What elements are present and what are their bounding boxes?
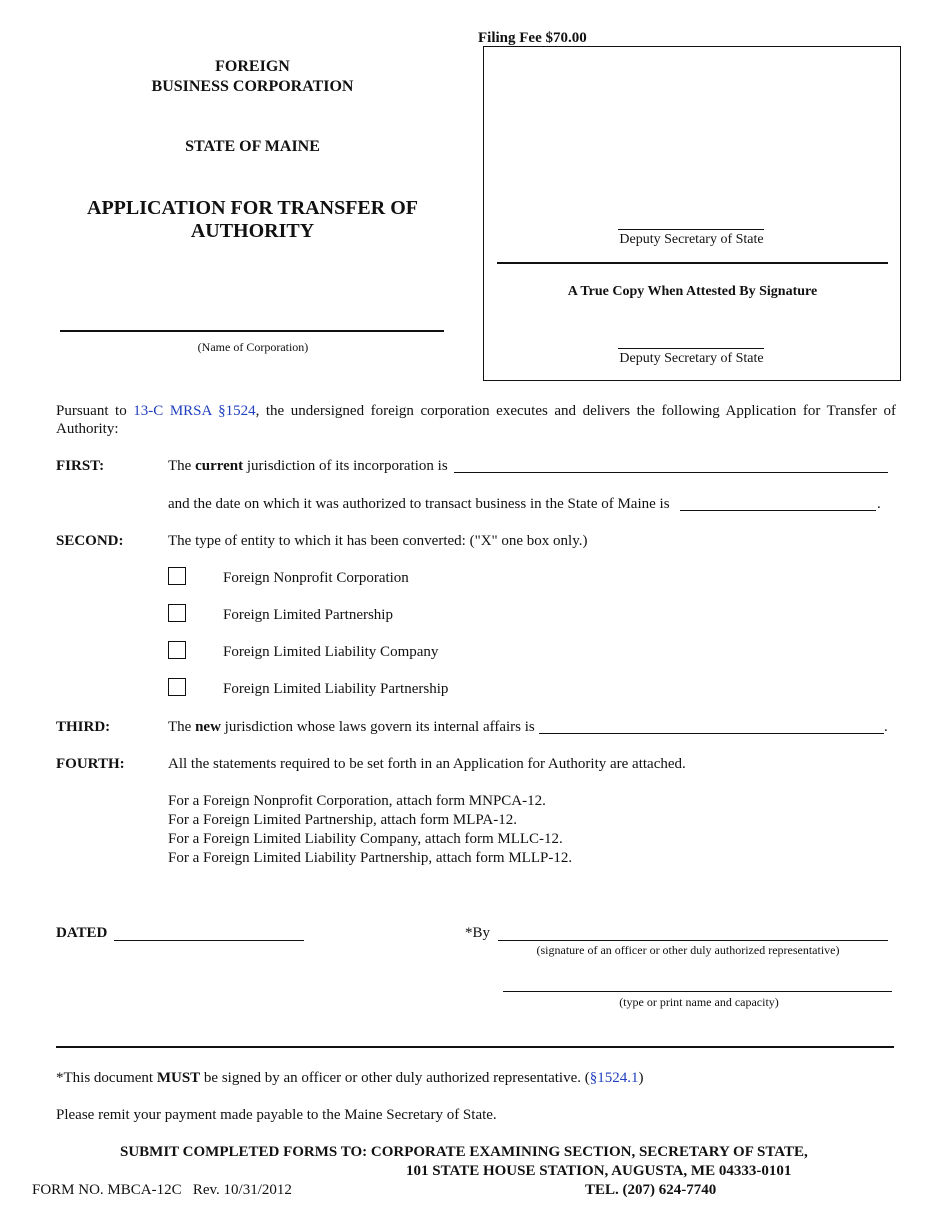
- printed-name-caption: (type or print name and capacity): [619, 995, 779, 1009]
- form-heading-line1: FOREIGN: [215, 58, 290, 75]
- deputy-signature-line-1: [618, 229, 764, 230]
- page-title-line1: APPLICATION FOR TRANSFER OF: [87, 197, 418, 219]
- section-1524-1-link[interactable]: §1524.1: [589, 1070, 639, 1086]
- first-date-period: .: [877, 496, 881, 512]
- filing-fee: Filing Fee $70.00: [478, 30, 587, 46]
- deputy-caption-2: Deputy Secretary of State: [619, 351, 764, 366]
- option-limited-liability-company: Foreign Limited Liability Company: [223, 644, 439, 660]
- footer-divider: [56, 1046, 894, 1048]
- checkbox-limited-liability-company[interactable]: [168, 641, 186, 659]
- checkbox-limited-partnership[interactable]: [168, 604, 186, 622]
- deputy-signature-line-2: [618, 348, 764, 349]
- note-pre: *This document: [56, 1070, 157, 1086]
- second-label: SECOND:: [56, 533, 124, 549]
- corporation-name-line[interactable]: [60, 330, 444, 332]
- current-jurisdiction-field[interactable]: [454, 472, 888, 473]
- attachment-item: For a Foreign Limited Liability Partnership, attach form MLLP-12.: [168, 850, 573, 866]
- third-text: [168, 719, 535, 736]
- page-title-line2: AUTHORITY: [190, 220, 315, 242]
- printed-name-field[interactable]: [503, 991, 892, 992]
- dated-field[interactable]: [114, 940, 304, 941]
- first-text-pre: The: [168, 458, 196, 474]
- intro-line1: [56, 402, 896, 421]
- deputy-caption-1: Deputy Secretary of State: [619, 232, 764, 247]
- form-number: FORM NO. MBCA-12C Rev. 10/31/2012: [32, 1182, 292, 1198]
- first-label: FIRST:: [56, 458, 105, 474]
- signature-caption: (signature of an officer or other duly authorized representative): [536, 943, 840, 957]
- intro-suffix: , the undersigned foreign corporation executes and delivers the following Application for Transfer of: [255, 403, 896, 419]
- state-heading: STATE OF MAINE: [185, 138, 320, 155]
- submit-line1: SUBMIT COMPLETED FORMS TO: CORPORATE EXAMINING SECTION, SECRETARY OF STATE,: [120, 1144, 808, 1160]
- first-date-text: and the date on which it was authorized to transact business in the State of Maine is: [168, 496, 670, 512]
- attachment-item: For a Foreign Limited Partnership, attach form MLPA-12.: [168, 812, 517, 828]
- signature-field[interactable]: [498, 940, 888, 941]
- note-post: be signed by an officer or other duly authorized representative. (: [200, 1070, 590, 1086]
- note-end: ): [638, 1070, 644, 1086]
- filing-box: [483, 46, 901, 381]
- option-limited-liability-partnership: Foreign Limited Liability Partnership: [223, 681, 449, 697]
- second-text: The type of entity to which it has been converted: ("X" one box only.): [168, 533, 588, 549]
- note-bold: MUST: [156, 1070, 201, 1086]
- authorization-date-field[interactable]: [680, 510, 876, 511]
- new-jurisdiction-field[interactable]: [539, 733, 884, 734]
- first-text-post: jurisdiction of its incorporation is: [243, 458, 448, 474]
- form-heading-line2: BUSINESS CORPORATION: [151, 78, 354, 95]
- third-label: THIRD:: [56, 719, 111, 735]
- attachment-item: For a Foreign Limited Liability Company, attach form MLLC-12.: [168, 831, 563, 847]
- true-copy-text: A True Copy When Attested By Signature: [567, 284, 818, 299]
- first-text: [168, 458, 448, 475]
- by-label: *By: [465, 925, 491, 941]
- option-limited-partnership: Foreign Limited Partnership: [223, 607, 393, 623]
- submit-phone: TEL. (207) 624-7740: [585, 1182, 717, 1198]
- filing-box-divider: [497, 262, 888, 264]
- remit-note: Please remit your payment made payable to the Maine Secretary of State.: [56, 1107, 497, 1123]
- third-period: .: [884, 719, 888, 735]
- checkbox-limited-liability-partnership[interactable]: [168, 678, 186, 696]
- statute-link[interactable]: 13-C MRSA §1524: [133, 403, 256, 419]
- option-nonprofit-corporation: Foreign Nonprofit Corporation: [223, 570, 409, 586]
- intro-line2: Authority:: [56, 421, 119, 437]
- first-text-bold: current: [195, 458, 244, 474]
- intro-prefix: Pursuant to: [56, 403, 134, 419]
- third-text-pre: The: [168, 719, 196, 735]
- attachment-item: For a Foreign Nonprofit Corporation, attach form MNPCA-12.: [168, 793, 546, 809]
- signing-note: [56, 1070, 644, 1087]
- fourth-text: All the statements required to be set forth in an Application for Authority are attached.: [168, 756, 686, 772]
- third-text-post: jurisdiction whose laws govern its internal affairs is: [220, 719, 535, 735]
- checkbox-nonprofit-corporation[interactable]: [168, 567, 186, 585]
- corporation-name-caption: (Name of Corporation): [197, 340, 309, 354]
- dated-label: DATED: [56, 925, 108, 941]
- fourth-label: FOURTH:: [56, 756, 125, 772]
- third-text-bold: new: [195, 719, 221, 735]
- submit-line2: 101 STATE HOUSE STATION, AUGUSTA, ME 04333-0101: [406, 1163, 792, 1179]
